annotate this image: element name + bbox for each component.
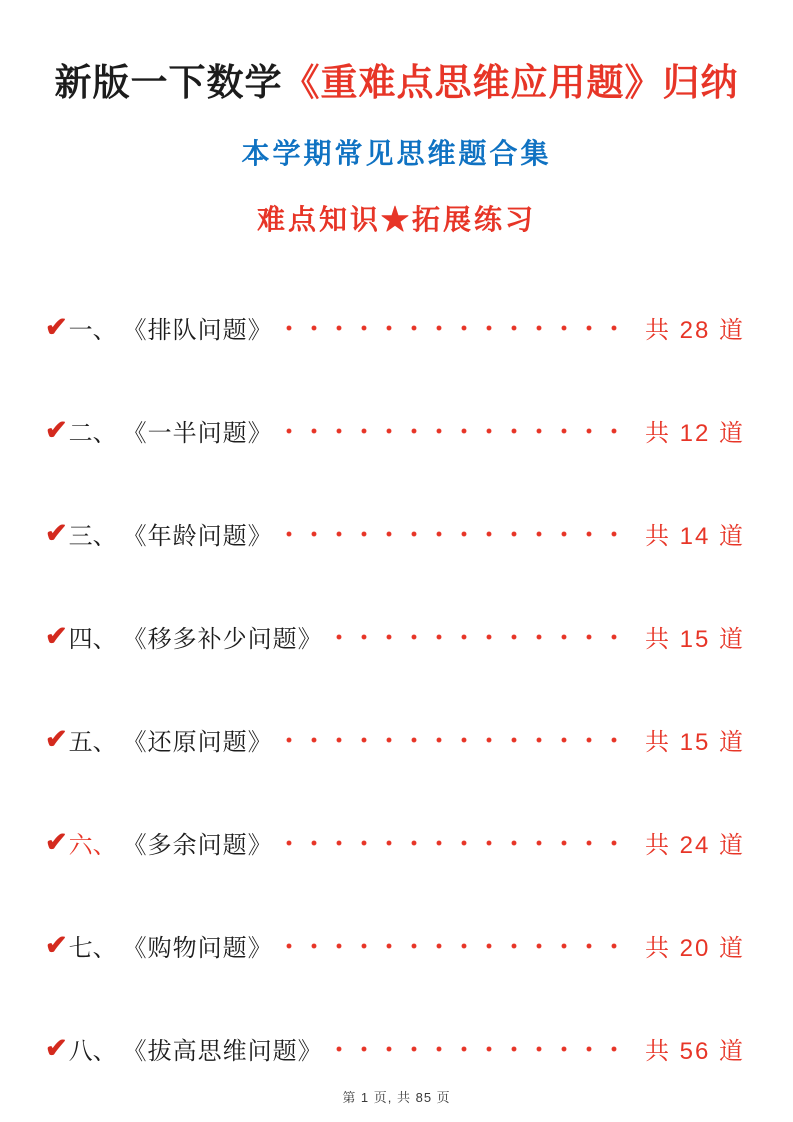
toc-ordinal: 五、	[68, 728, 117, 756]
checkmark-icon: ✔	[45, 311, 68, 342]
page-title-black: 新版一下数学	[54, 62, 283, 103]
checkmark-icon: ✔	[45, 414, 68, 445]
toc-ordinal: 一、	[68, 316, 117, 344]
checkmark-icon: ✔	[45, 1032, 68, 1063]
toc-title: 《年龄问题》	[122, 522, 273, 550]
toc-title: 《移多补少问题》	[122, 625, 323, 653]
toc-count: 共 15 道	[644, 728, 745, 756]
toc-ordinal: 六、	[68, 831, 117, 859]
toc-item	[45, 827, 745, 857]
toc-ordinal: 四、	[68, 625, 117, 653]
dot-leader	[335, 633, 635, 643]
toc-title: 《排队问题》	[122, 316, 273, 344]
toc-item	[45, 930, 745, 960]
subtitle-red: 难点知识★拓展练习	[256, 204, 536, 235]
checkmark-icon: ✔	[45, 620, 68, 651]
toc-item	[45, 415, 745, 445]
toc-title: 《拔高思维问题》	[122, 1037, 323, 1065]
checkmark-icon: ✔	[45, 826, 68, 857]
toc-ordinal: 八、	[68, 1037, 117, 1065]
toc-item	[45, 312, 745, 342]
toc-title: 《多余问题》	[122, 831, 273, 859]
toc-count: 共 24 道	[644, 831, 745, 859]
toc-item	[45, 724, 745, 754]
toc-count: 共 56 道	[644, 1037, 745, 1065]
dot-leader	[285, 942, 635, 952]
page-title-red: 《重难点思维应用题》归纳	[282, 62, 739, 103]
dot-leader	[285, 839, 635, 849]
page-footer: 第 1 页, 共 85 页	[342, 1090, 451, 1105]
checkmark-icon: ✔	[45, 723, 68, 754]
toc-count: 共 20 道	[644, 934, 745, 962]
toc-title: 《还原问题》	[122, 728, 273, 756]
dot-leader	[285, 427, 635, 437]
dot-leader	[285, 324, 635, 334]
page-title	[0, 0, 793, 106]
checkmark-icon: ✔	[45, 929, 68, 960]
toc-count: 共 15 道	[644, 625, 745, 653]
toc-count: 共 14 道	[644, 522, 745, 550]
toc-item	[45, 518, 745, 548]
subtitle-blue: 本学期常见思维题合集	[241, 138, 552, 169]
dot-leader	[285, 530, 635, 540]
toc-title: 《一半问题》	[122, 419, 273, 447]
toc-ordinal: 七、	[68, 934, 117, 962]
toc-count: 共 12 道	[644, 419, 745, 447]
toc-item	[45, 1033, 745, 1063]
toc-list	[45, 312, 745, 1063]
checkmark-icon: ✔	[45, 517, 68, 548]
toc-item	[45, 621, 745, 651]
toc-count: 共 28 道	[644, 316, 745, 344]
dot-leader	[335, 1045, 635, 1055]
toc-title: 《购物问题》	[122, 934, 273, 962]
dot-leader	[285, 736, 635, 746]
toc-ordinal: 三、	[68, 522, 117, 550]
toc-ordinal: 二、	[68, 419, 117, 447]
